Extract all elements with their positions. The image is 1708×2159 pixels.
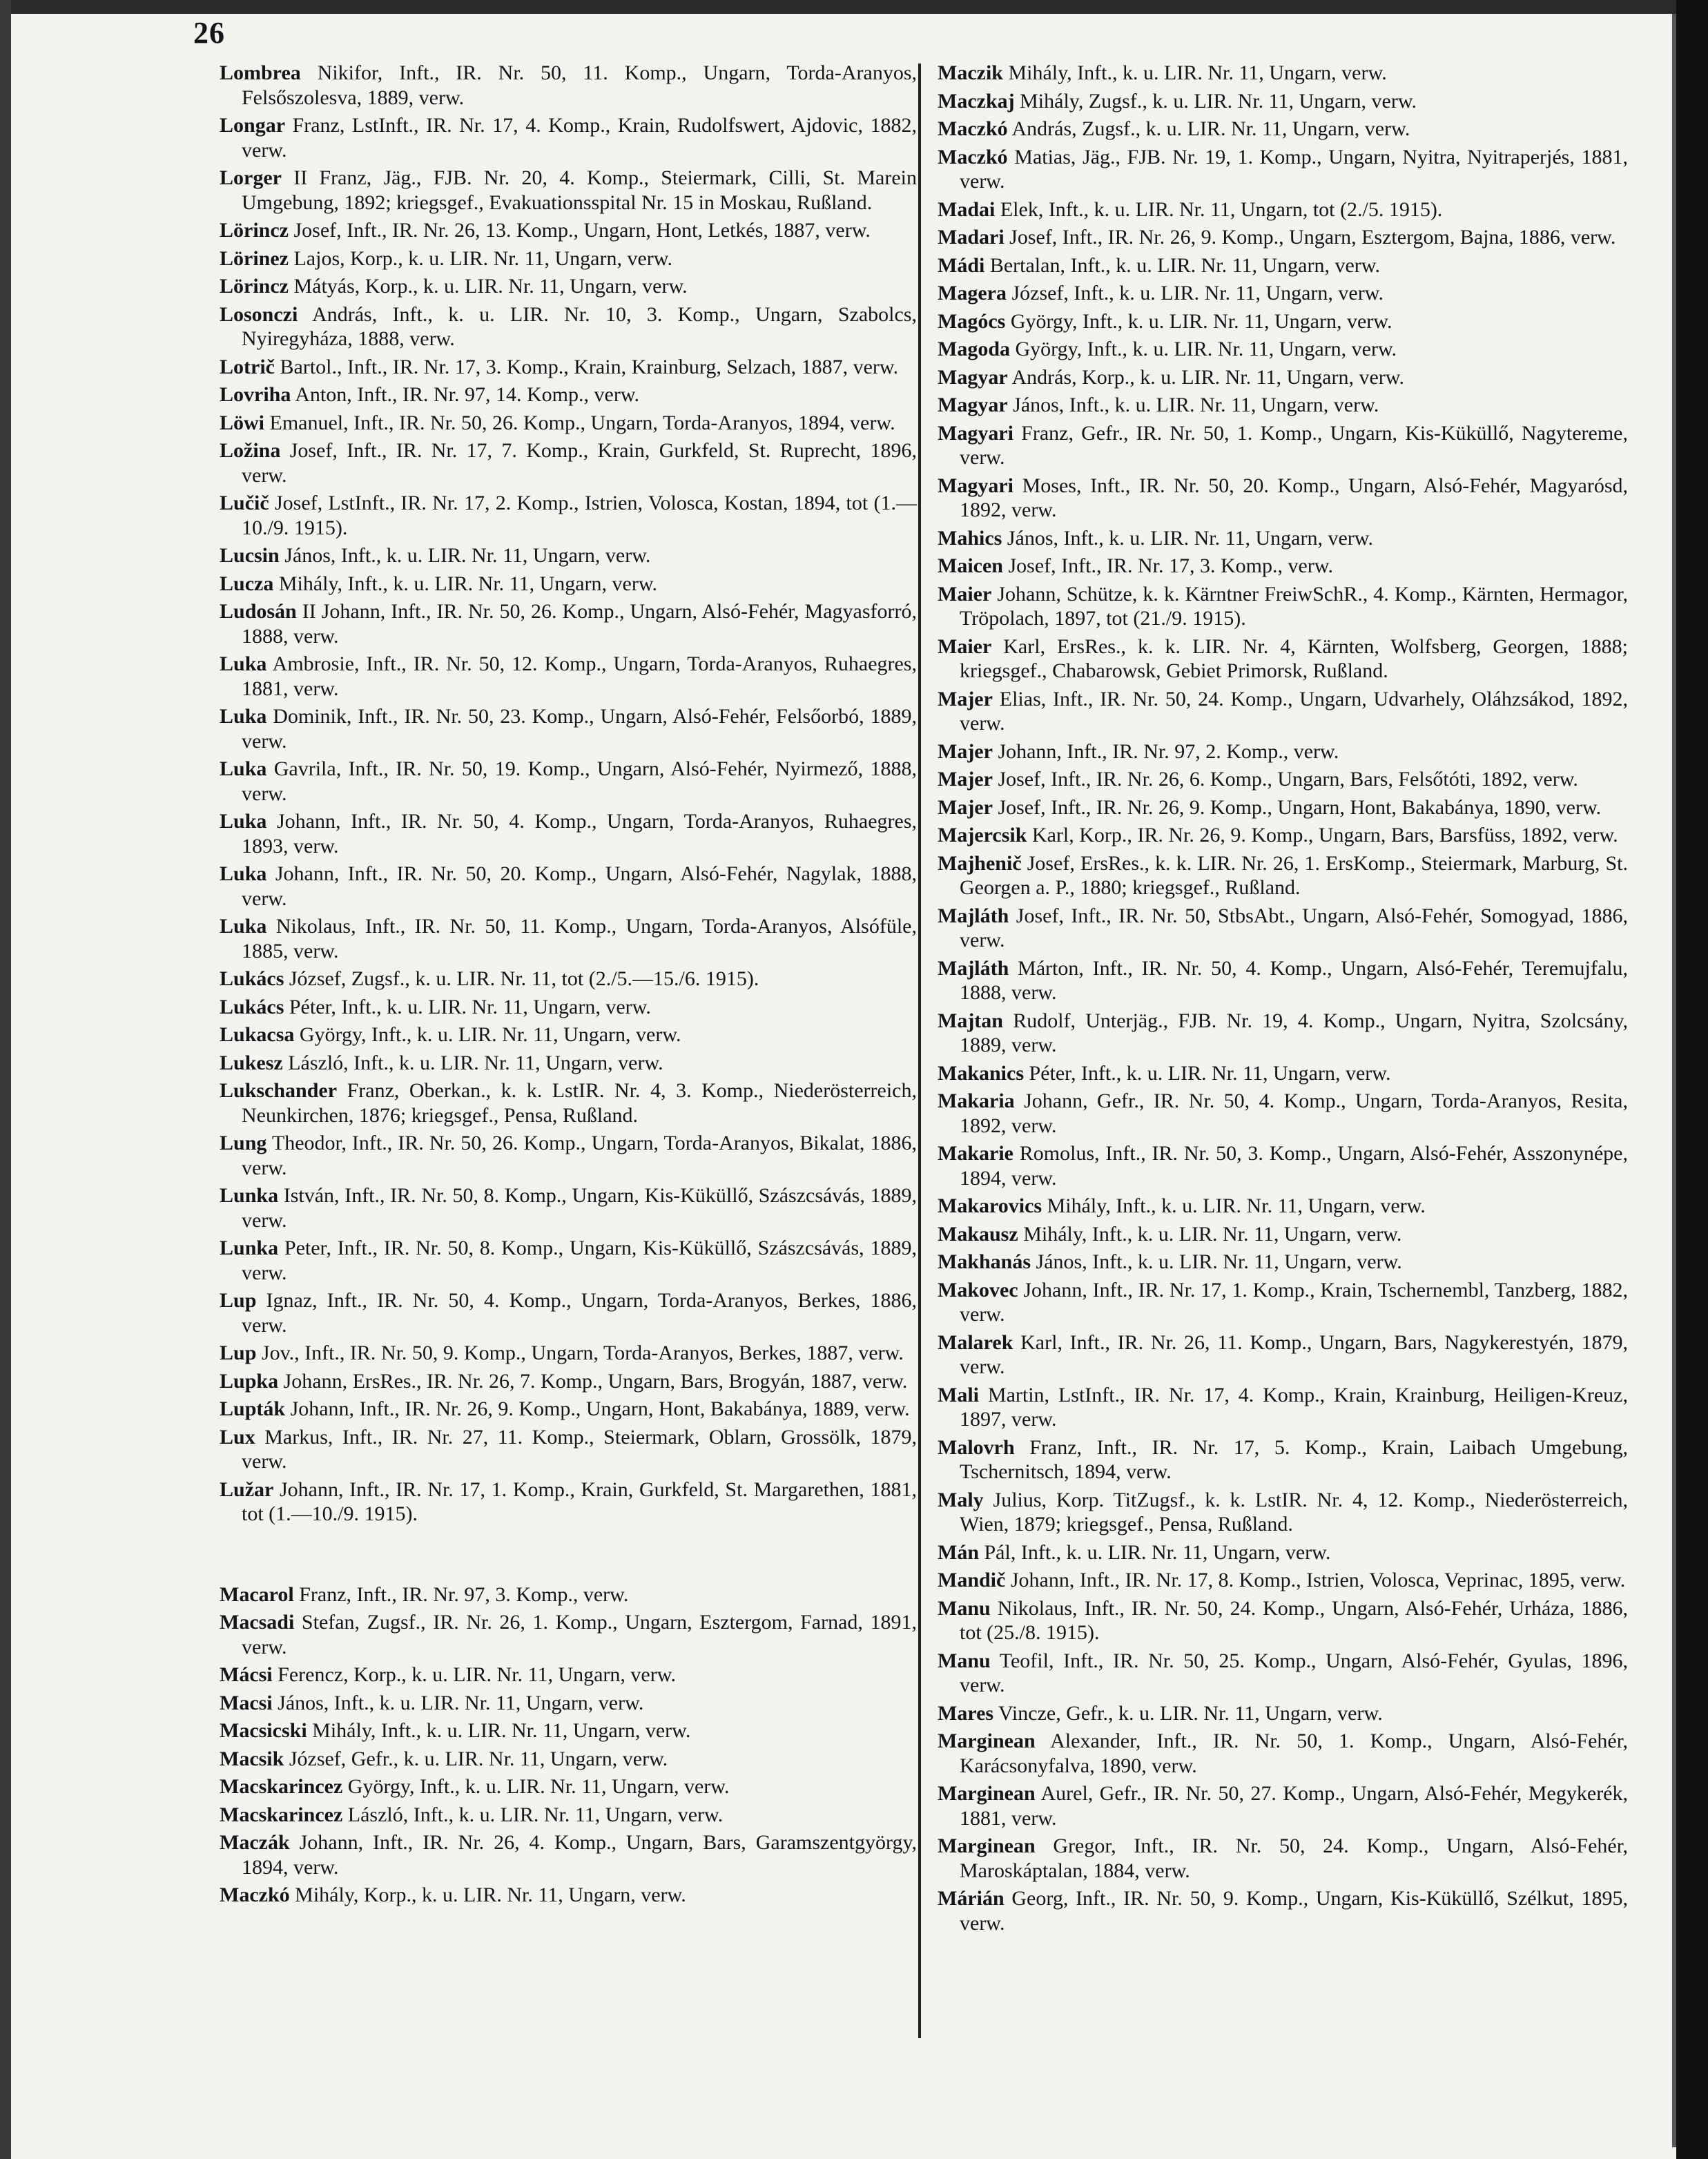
entry-details: Peter, Inft., IR. Nr. 50, 8. Komp., Ungarn, Kis-Küküllő, Szászcsávás, 1889, verw.: [242, 1237, 917, 1284]
entry-details: II Franz, Jäg., FJB. Nr. 20, 4. Komp., Steiermark, Cilli, St. Marein Umgebung, 1892; kriegsgef., Evakuationsspital Nr. 15 in Moskau, Rußland.: [242, 166, 917, 214]
list-entry: [938, 421, 1628, 470]
entry-details: Bertalan, Inft., k. u. LIR. Nr. 11, Ungarn, verw.: [984, 253, 1380, 277]
entry-surname: Lung: [220, 1132, 267, 1154]
entry-details: Jov., Inft., IR. Nr. 50, 9. Komp., Ungarn, Torda-Aranyos, Berkes, 1887, verw.: [256, 1342, 904, 1364]
list-entry: [938, 851, 1628, 900]
list-entry: [938, 767, 1628, 792]
entry-surname: Ložina: [220, 439, 281, 462]
entry-surname: Maier: [938, 635, 992, 658]
entry-surname: Lörinez: [220, 246, 289, 270]
entry-details: Gavrila, Inft., IR. Nr. 50, 19. Komp., Ungarn, Alsó-Fehér, Nyirmező, 1888, verw.: [242, 757, 917, 805]
entry-details: György, Inft., k. u. LIR. Nr. 11, Ungarn, verw.: [1010, 338, 1397, 360]
list-entry: [938, 1649, 1628, 1698]
entry-details: Mihály, Inft., k. u. LIR. Nr. 11, Ungarn, verw.: [307, 1719, 691, 1742]
list-entry: [938, 1089, 1628, 1138]
entry-surname: Majláth: [938, 956, 1009, 980]
entry-details: Alexander, Inft., IR. Nr. 50, 1. Komp., Ungarn, Alsó-Fehér, Karácsonyfalva, 1890, verw.: [960, 1730, 1628, 1777]
entry-surname: Mahics: [938, 526, 1002, 550]
list-entry: [220, 1774, 917, 1799]
list-entry: [220, 809, 917, 858]
entry-details: Julius, Korp. TitZugsf., k. k. LstIR. Nr. 4, 12. Komp., Niederösterreich, Wien, 1879; kriegsgef., Pensa, Rußland.: [960, 1488, 1628, 1536]
entry-surname: Majhenič: [938, 851, 1022, 875]
list-entry: [938, 309, 1628, 334]
list-entry: [938, 1886, 1628, 1935]
entry-surname: Macsi: [220, 1691, 273, 1714]
list-entry: [938, 1781, 1628, 1830]
entry-details: Nikolaus, Inft., IR. Nr. 50, 11. Komp., Ungarn, Torda-Aranyos, Alsófüle, 1885, verw.: [242, 915, 917, 962]
left-column: [220, 61, 917, 1911]
entry-surname: Lunka: [220, 1237, 279, 1259]
entry-details: Josef, Inft., IR. Nr. 50, StbsAbt., Ungarn, Alsó-Fehér, Somogyad, 1886, verw.: [960, 904, 1628, 951]
list-entry: [220, 862, 917, 911]
list-entry: [938, 474, 1628, 523]
entry-details: Martin, LstInft., IR. Nr. 17, 4. Komp., Krain, Krainburg, Heiligen-Kreuz, 1897, verw.: [960, 1383, 1628, 1431]
list-entry: [220, 1051, 917, 1076]
entry-details: Nikolaus, Inft., IR. Nr. 50, 24. Komp., Ungarn, Alsó-Fehér, Urháza, 1886, tot (25./8. 1915).: [960, 1596, 1628, 1644]
list-entry: [938, 687, 1628, 736]
list-entry: [938, 1194, 1628, 1219]
entry-details: Johann, Gefr., IR. Nr. 50, 4. Komp., Ungarn, Torda-Aranyos, Resita, 1892, verw.: [960, 1090, 1628, 1137]
entry-details: Gregor, Inft., IR. Nr. 50, 24. Komp., Ungarn, Alsó-Fehér, Maroskáptalan, 1884, verw.: [960, 1834, 1628, 1882]
entry-details: Josef, Inft., IR. Nr. 17, 7. Komp., Krain, Gurkfeld, St. Ruprecht, 1896, verw.: [242, 439, 917, 487]
entry-details: Mátyás, Korp., k. u. LIR. Nr. 11, Ungarn, verw.: [288, 275, 688, 298]
entry-surname: Lunka: [220, 1184, 279, 1207]
entry-surname: Luka: [220, 915, 267, 938]
list-entry: [938, 225, 1628, 250]
list-entry: [220, 274, 917, 299]
entry-surname: Majer: [938, 687, 993, 710]
left-entry-list: [220, 61, 917, 1527]
page-number: 26: [193, 16, 225, 50]
entry-surname: Maly: [938, 1488, 984, 1511]
entry-details: Mihály, Korp., k. u. LIR. Nr. 11, Ungarn, verw.: [289, 1884, 686, 1906]
entry-surname: Maczkó: [938, 145, 1008, 168]
entry-surname: Maczik: [938, 61, 1003, 84]
entry-surname: Lup: [220, 1289, 257, 1312]
entry-details: Aurel, Gefr., IR. Nr. 50, 27. Komp., Ungarn, Alsó-Fehér, Megykerék, 1881, verw.: [960, 1782, 1628, 1830]
entry-details: Karl, ErsRes., k. k. LIR. Nr. 4, Kärnten, Wolfsberg, Georgen, 1888; kriegsgef., Chabarowsk, Gebiet Primorsk, Rußland.: [960, 635, 1628, 682]
entry-surname: Marginean: [938, 1834, 1036, 1857]
entry-details: György, Inft., k. u. LIR. Nr. 11, Ungarn, verw.: [342, 1775, 730, 1798]
list-entry: [938, 1701, 1628, 1726]
entry-surname: Löwi: [220, 411, 265, 434]
entry-surname: Lörincz: [220, 219, 289, 242]
entry-details: János, Inft., k. u. LIR. Nr. 11, Ungarn, verw.: [279, 544, 651, 567]
entry-details: Péter, Inft., k. u. LIR. Nr. 11, Ungarn, verw.: [284, 995, 651, 1018]
entry-details: Márton, Inft., IR. Nr. 50, 4. Komp., Ungarn, Alsó-Fehér, Teremujfalu, 1888, verw.: [960, 956, 1628, 1004]
entry-details: Johann, Inft., IR. Nr. 50, 4. Komp., Ungarn, Torda-Aranyos, Ruhaegres, 1893, verw.: [242, 810, 917, 858]
entry-surname: Mádi: [938, 253, 985, 277]
entry-details: Karl, Inft., IR. Nr. 26, 11. Komp., Ungarn, Bars, Nagykerestyén, 1879, verw.: [960, 1330, 1628, 1378]
entry-surname: Longar: [220, 114, 286, 137]
entry-details: Emanuel, Inft., IR. Nr. 50, 26. Komp., Ungarn, Torda-Aranyos, 1894, verw.: [264, 411, 895, 434]
entry-details: József, Zugsf., k. u. LIR. Nr. 11, tot (2./5.—15./6. 1915).: [284, 967, 759, 990]
entry-surname: Lotrič: [220, 355, 275, 378]
entry-surname: Majer: [938, 739, 993, 763]
entry-surname: Maier: [938, 582, 992, 606]
list-entry: [938, 823, 1628, 848]
list-entry: [938, 956, 1628, 1005]
entry-details: Bartol., Inft., IR. Nr. 17, 3. Komp., Krain, Krainburg, Selzach, 1887, verw.: [274, 355, 899, 378]
list-entry: [938, 1729, 1628, 1778]
entry-surname: Lukacsa: [220, 1023, 295, 1046]
list-entry: [220, 1883, 917, 1908]
list-entry: [220, 1236, 917, 1285]
entry-details: László, Inft., k. u. LIR. Nr. 11, Ungarn, verw.: [282, 1051, 663, 1074]
list-entry: [220, 1288, 917, 1337]
entry-surname: Maczkó: [938, 117, 1008, 140]
list-entry: [220, 1803, 917, 1828]
entry-surname: Magyari: [938, 474, 1013, 497]
entry-details: Franz, Inft., IR. Nr. 97, 3. Komp., verw.: [293, 1582, 629, 1606]
list-entry: [220, 383, 917, 407]
entry-surname: Madari: [938, 226, 1005, 249]
entry-details: Pál, Inft., k. u. LIR. Nr. 11, Ungarn, verw.: [979, 1540, 1331, 1564]
entry-details: Rudolf, Unterjäg., FJB. Nr. 19, 4. Komp., Ungarn, Nyitra, Szolcsány, 1889, verw.: [960, 1009, 1628, 1056]
entry-details: II Johann, Inft., IR. Nr. 50, 26. Komp., Ungarn, Alsó-Fehér, Magyasforró, 1888, verw.: [242, 600, 917, 648]
entry-surname: Mali: [938, 1383, 979, 1406]
entry-surname: Maczkó: [220, 1884, 290, 1906]
entry-details: Mihály, Inft., k. u. LIR. Nr. 11, Ungarn, verw.: [273, 572, 658, 595]
list-entry: [220, 113, 917, 162]
entry-details: Johann, Inft., IR. Nr. 26, 4. Komp., Ungarn, Bars, Garamszentgyörgy, 1894, verw.: [242, 1831, 917, 1879]
list-entry: [220, 1369, 917, 1394]
list-entry: [938, 89, 1628, 114]
list-entry: [938, 337, 1628, 362]
entry-details: Franz, Gefr., IR. Nr. 50, 1. Komp., Ungarn, Kis-Küküllő, Nagytereme, verw.: [960, 421, 1628, 469]
entry-details: Josef, Inft., IR. Nr. 26, 9. Komp., Ungarn, Hont, Bakabánya, 1890, verw.: [992, 795, 1602, 819]
entry-surname: Losonczi: [220, 302, 298, 326]
entry-surname: Maicen: [938, 554, 1003, 577]
list-entry: [220, 246, 917, 271]
entry-surname: Macskarincez: [220, 1775, 343, 1798]
list-entry: [220, 652, 917, 701]
list-entry: [220, 1610, 917, 1659]
list-entry: [938, 1540, 1628, 1565]
list-entry: [938, 554, 1628, 579]
list-entry: [938, 795, 1628, 820]
entry-details: Franz, Inft., IR. Nr. 17, 5. Komp., Krain, Laibach Umgebung, Tschernitsch, 1894, verw.: [960, 1435, 1628, 1483]
entry-details: Mihály, Inft., k. u. LIR. Nr. 11, Ungarn, verw.: [1002, 61, 1387, 84]
entry-surname: Luka: [220, 810, 267, 833]
entry-surname: Luka: [220, 705, 267, 728]
entry-surname: Magócs: [938, 309, 1006, 333]
list-entry: [220, 1691, 917, 1716]
list-entry: [938, 1061, 1628, 1086]
entry-details: Moses, Inft., IR. Nr. 50, 20. Komp., Ungarn, Alsó-Fehér, Magyarósd, 1892, verw.: [960, 474, 1628, 521]
entry-surname: Magyar: [938, 365, 1008, 389]
entry-surname: Makarovics: [938, 1194, 1042, 1217]
entry-surname: Marginean: [938, 1782, 1036, 1805]
list-entry: [938, 393, 1628, 418]
entry-surname: Lukesz: [220, 1051, 283, 1074]
entry-details: János, Inft., k. u. LIR. Nr. 11, Ungarn, verw.: [1002, 526, 1374, 550]
entry-surname: Lupka: [220, 1369, 279, 1393]
entry-surname: Lukschander: [220, 1079, 338, 1102]
entry-surname: Lorger: [220, 166, 282, 189]
entry-details: Dominik, Inft., IR. Nr. 50, 23. Komp., Ungarn, Alsó-Fehér, Felsőorbó, 1889, verw.: [242, 705, 917, 753]
entry-details: Péter, Inft., k. u. LIR. Nr. 11, Ungarn, verw.: [1024, 1061, 1391, 1085]
entry-details: Josef, LstInft., IR. Nr. 17, 2. Komp., Istrien, Volosca, Kostan, 1894, tot (1.—10./9. 1915).: [242, 492, 917, 539]
entry-surname: Mán: [938, 1540, 979, 1564]
entry-surname: Luka: [220, 652, 267, 675]
entry-details: Josef, Inft., IR. Nr. 17, 3. Komp., verw.: [1002, 554, 1333, 577]
entry-surname: Malovrh: [938, 1435, 1015, 1459]
list-entry: [220, 914, 917, 963]
list-entry: [938, 1596, 1628, 1645]
entry-surname: Lupták: [220, 1397, 286, 1420]
entry-details: Ambrosie, Inft., IR. Nr. 50, 12. Komp., Ungarn, Torda-Aranyos, Ruhaegres, 1881, verw.: [242, 652, 917, 700]
list-entry: [938, 1383, 1628, 1432]
entry-surname: Macskarincez: [220, 1803, 343, 1826]
entry-details: János, Inft., k. u. LIR. Nr. 11, Ungarn, verw.: [1031, 1250, 1402, 1273]
section-gap: [220, 1530, 917, 1582]
list-entry: [938, 582, 1628, 631]
list-entry: [938, 635, 1628, 684]
list-entry: [220, 1747, 917, 1772]
list-entry: [938, 1250, 1628, 1275]
entry-surname: Macsicski: [220, 1719, 307, 1742]
entry-surname: Makarie: [938, 1142, 1013, 1165]
entry-surname: Madai: [938, 197, 996, 221]
entry-surname: Majláth: [938, 904, 1009, 927]
list-entry: [938, 1568, 1628, 1593]
entry-details: Johann, Inft., IR. Nr. 26, 9. Komp., Ungarn, Hont, Bakabánya, 1889, verw.: [285, 1397, 910, 1420]
entry-surname: Ludosán: [220, 600, 297, 623]
list-entry: [938, 145, 1628, 194]
entry-details: Johann, Inft., IR. Nr. 17, 8. Komp., Istrien, Volosca, Veprinac, 1895, verw.: [1005, 1569, 1626, 1591]
entry-surname: Majer: [938, 768, 993, 791]
list-entry: [220, 757, 917, 806]
list-entry: [938, 365, 1628, 390]
entry-details: Ignaz, Inft., IR. Nr. 50, 4. Komp., Ungarn, Torda-Aranyos, Berkes, 1886, verw.: [242, 1289, 917, 1337]
list-entry: [938, 1834, 1628, 1883]
entry-surname: Macsik: [220, 1747, 284, 1770]
entry-surname: Macsadi: [220, 1611, 295, 1634]
entry-surname: Mandič: [938, 1569, 1006, 1591]
list-entry: [938, 904, 1628, 953]
list-entry: [938, 1278, 1628, 1327]
entry-surname: Majtan: [938, 1009, 1003, 1032]
entry-surname: Mares: [938, 1701, 994, 1725]
list-entry: [938, 1222, 1628, 1247]
list-entry: [220, 1023, 917, 1047]
right-column: [938, 61, 1628, 1939]
left-entry-list-m: [220, 1582, 917, 1908]
entry-surname: Lukács: [220, 967, 284, 990]
list-entry: [220, 302, 917, 351]
list-entry: [938, 1009, 1628, 1058]
entry-details: Josef, Inft., IR. Nr. 26, 13. Komp., Ungarn, Hont, Letkés, 1887, verw.: [288, 219, 871, 242]
list-entry: [220, 1719, 917, 1743]
entry-details: Josef, ErsRes., k. k. LIR. Nr. 26, 1. ErsKomp., Steiermark, Marburg, St. Georgen a. P., 1880; kriegsgef., Rußland.: [960, 851, 1628, 899]
entry-surname: Lucsin: [220, 544, 280, 567]
entry-details: Markus, Inft., IR. Nr. 27, 11. Komp., Steiermark, Oblarn, Grossölk, 1879, verw.: [242, 1425, 917, 1473]
list-entry: [220, 1663, 917, 1687]
entry-details: András, Korp., k. u. LIR. Nr. 11, Ungarn, verw.: [1007, 365, 1404, 389]
list-entry: [220, 572, 917, 597]
entry-details: Lajos, Korp., k. u. LIR. Nr. 11, Ungarn, verw.: [288, 246, 672, 270]
entry-details: Johann, Schütze, k. k. Kärntner FreiwSchR., 4. Komp., Kärnten, Hermagor, Tröpolach, 1897, tot (21./9. 1915).: [960, 582, 1628, 630]
entry-details: Anton, Inft., IR. Nr. 97, 14. Komp., verw.: [291, 383, 640, 406]
list-entry: [938, 281, 1628, 306]
list-entry: [220, 1397, 917, 1422]
entry-details: Mihály, Inft., k. u. LIR. Nr. 11, Ungarn, verw.: [1042, 1194, 1426, 1217]
entry-details: Teofil, Inft., IR. Nr. 50, 25. Komp., Ungarn, Alsó-Fehér, Gyulas, 1896, verw.: [960, 1649, 1628, 1696]
entry-details: Mihály, Zugsf., k. u. LIR. Nr. 11, Ungarn, verw.: [1014, 89, 1417, 113]
entry-surname: Makausz: [938, 1222, 1018, 1246]
entry-surname: Lukács: [220, 995, 284, 1018]
entry-details: István, Inft., IR. Nr. 50, 8. Komp., Ungarn, Kis-Küküllő, Szászcsávás, 1889, verw.: [242, 1184, 917, 1232]
entry-details: Ferencz, Korp., k. u. LIR. Nr. 11, Ungarn, verw.: [272, 1663, 676, 1686]
entry-details: János, Inft., k. u. LIR. Nr. 11, Ungarn, verw.: [1007, 394, 1379, 416]
entry-surname: Lovriha: [220, 383, 291, 406]
entry-details: András, Inft., k. u. LIR. Nr. 10, 3. Komp., Ungarn, Szabolcs, Nyiregyháza, 1888, verw.: [242, 302, 917, 350]
list-entry: [220, 1341, 917, 1366]
list-entry: [220, 704, 917, 753]
entry-surname: Makhanás: [938, 1250, 1031, 1273]
entry-surname: Malarek: [938, 1330, 1013, 1354]
entry-surname: Majercsik: [938, 824, 1027, 846]
entry-surname: Maczák: [220, 1831, 290, 1854]
list-entry: [220, 355, 917, 380]
list-entry: [938, 739, 1628, 764]
entry-details: Elek, Inft., k. u. LIR. Nr. 11, Ungarn, tot (2./5. 1915).: [995, 197, 1443, 221]
entry-surname: Marginean: [938, 1730, 1036, 1752]
list-entry: [938, 1330, 1628, 1379]
entry-details: Mihály, Inft., k. u. LIR. Nr. 11, Ungarn, verw.: [1018, 1222, 1402, 1246]
scan-border-right: [1676, 0, 1708, 2159]
entry-details: Elias, Inft., IR. Nr. 50, 24. Komp., Ungarn, Udvarhely, Oláhzsákod, 1892, verw.: [960, 687, 1628, 735]
list-entry: [220, 218, 917, 243]
list-entry: [220, 995, 917, 1020]
list-entry: [938, 1435, 1628, 1484]
entry-details: Johann, Inft., IR. Nr. 97, 2. Komp., verw.: [992, 739, 1339, 763]
entry-surname: Makaria: [938, 1090, 1015, 1112]
entry-details: Johann, Inft., IR. Nr. 50, 20. Komp., Ungarn, Alsó-Fehér, Nagylak, 1888, verw.: [242, 862, 917, 910]
entry-details: Franz, LstInft., IR. Nr. 17, 4. Komp., Krain, Rudolfswert, Ajdovic, 1882, verw.: [242, 114, 917, 162]
entry-surname: Lörincz: [220, 275, 289, 298]
entry-surname: Lužar: [220, 1478, 274, 1501]
list-entry: [220, 166, 917, 215]
entry-surname: Macarol: [220, 1582, 294, 1606]
entry-surname: Magyar: [938, 394, 1008, 416]
entry-surname: Magyari: [938, 421, 1013, 445]
entry-details: Stefan, Zugsf., IR. Nr. 26, 1. Komp., Ungarn, Esztergom, Farnad, 1891, verw.: [242, 1611, 917, 1658]
list-entry: [220, 1078, 917, 1127]
list-entry: [220, 599, 917, 648]
entry-details: János, Inft., k. u. LIR. Nr. 11, Ungarn, verw.: [272, 1691, 644, 1714]
list-entry: [938, 1488, 1628, 1537]
entry-surname: Makovec: [938, 1278, 1018, 1301]
list-entry: [220, 1582, 917, 1607]
scan-border-top: [0, 0, 1708, 14]
entry-surname: Márián: [938, 1887, 1005, 1910]
entry-surname: Lup: [220, 1342, 257, 1364]
list-entry: [938, 526, 1628, 551]
entry-details: Josef, Inft., IR. Nr. 26, 6. Komp., Ungarn, Bars, Felsőtóti, 1892, verw.: [992, 768, 1578, 791]
entry-details: Vincze, Gefr., k. u. LIR. Nr. 11, Ungarn, verw.: [993, 1701, 1383, 1725]
list-entry: [220, 411, 917, 436]
entry-details: Johann, Inft., IR. Nr. 17, 1. Komp., Krain, Gurkfeld, St. Margarethen, 1881, tot (1.—10./9. 1915).: [242, 1478, 917, 1525]
entry-surname: Luka: [220, 757, 267, 780]
entry-details: Georg, Inft., IR. Nr. 50, 9. Komp., Ungarn, Kis-Küküllő, Szélkut, 1895, verw.: [960, 1887, 1628, 1935]
list-entry: [220, 543, 917, 568]
entry-surname: Majer: [938, 795, 993, 819]
list-entry: [938, 1141, 1628, 1190]
entry-details: Josef, Inft., IR. Nr. 26, 9. Komp., Ungarn, Esztergom, Bajna, 1886, verw.: [1004, 226, 1616, 249]
list-entry: [220, 61, 917, 110]
entry-surname: Lučič: [220, 492, 269, 514]
entry-details: György, Inft., k. u. LIR. Nr. 11, Ungarn, verw.: [294, 1023, 681, 1046]
entry-details: Theodor, Inft., IR. Nr. 50, 26. Komp., Ungarn, Torda-Aranyos, Bikalat, 1886, verw.: [242, 1132, 917, 1179]
entry-surname: Manu: [938, 1649, 991, 1672]
list-entry: [220, 1131, 917, 1180]
entry-surname: Manu: [938, 1596, 991, 1620]
entry-surname: Magera: [938, 282, 1007, 304]
entry-surname: Makanics: [938, 1061, 1025, 1085]
list-entry: [938, 61, 1628, 86]
entry-details: Johann, ErsRes., IR. Nr. 26, 7. Komp., Ungarn, Bars, Brogyán, 1887, verw.: [278, 1369, 908, 1393]
entry-details: Karl, Korp., IR. Nr. 26, 9. Komp., Ungarn, Bars, Barsfüss, 1892, verw.: [1027, 824, 1618, 846]
entry-surname: Luka: [220, 862, 267, 885]
list-entry: [938, 197, 1628, 222]
list-entry: [220, 1830, 917, 1879]
list-entry: [220, 438, 917, 487]
list-entry: [220, 1425, 917, 1474]
scan-border-right-edge: [1672, 14, 1676, 2147]
entry-details: Romolus, Inft., IR. Nr. 50, 3. Komp., Ungarn, Alsó-Fehér, Asszonynépe, 1894, verw.: [960, 1142, 1628, 1190]
list-entry: [938, 117, 1628, 142]
entry-details: József, Inft., k. u. LIR. Nr. 11, Ungarn, verw.: [1006, 282, 1384, 304]
entry-surname: Mácsi: [220, 1663, 273, 1686]
entry-details: Franz, Oberkan., k. k. LstIR. Nr. 4, 3. Komp., Niederösterreich, Neunkirchen, 1876; kriegsgef., Pensa, Rußland.: [242, 1079, 917, 1127]
entry-surname: Lucza: [220, 572, 274, 595]
entry-surname: Lux: [220, 1425, 255, 1449]
list-entry: [220, 1478, 917, 1527]
entry-details: Nikifor, Inft., IR. Nr. 50, 11. Komp., Ungarn, Torda-Aranyos, Felsőszolesva, 1889, verw.: [242, 61, 917, 109]
entry-details: József, Gefr., k. u. LIR. Nr. 11, Ungarn, verw.: [284, 1747, 668, 1770]
entry-surname: Lombrea: [220, 61, 301, 84]
list-entry: [938, 253, 1628, 278]
list-entry: [220, 967, 917, 991]
entry-details: Matias, Jäg., FJB. Nr. 19, 1. Komp., Ungarn, Nyitra, Nyitraperjés, 1881, verw.: [960, 145, 1628, 193]
list-entry: [220, 1183, 917, 1232]
entry-details: György, Inft., k. u. LIR. Nr. 11, Ungarn, verw.: [1005, 309, 1392, 333]
scan-border-left: [0, 0, 11, 2159]
right-entry-list: [938, 61, 1628, 1935]
entry-surname: Magoda: [938, 338, 1010, 360]
list-entry: [220, 491, 917, 540]
column-divider: [918, 64, 921, 2038]
entry-details: Johann, Inft., IR. Nr. 17, 1. Komp., Krain, Tschernembl, Tanzberg, 1882, verw.: [960, 1278, 1628, 1326]
entry-details: András, Zugsf., k. u. LIR. Nr. 11, Ungarn, verw.: [1007, 117, 1410, 140]
entry-surname: Maczkaj: [938, 89, 1015, 113]
entry-details: László, Inft., k. u. LIR. Nr. 11, Ungarn, verw.: [342, 1803, 724, 1826]
